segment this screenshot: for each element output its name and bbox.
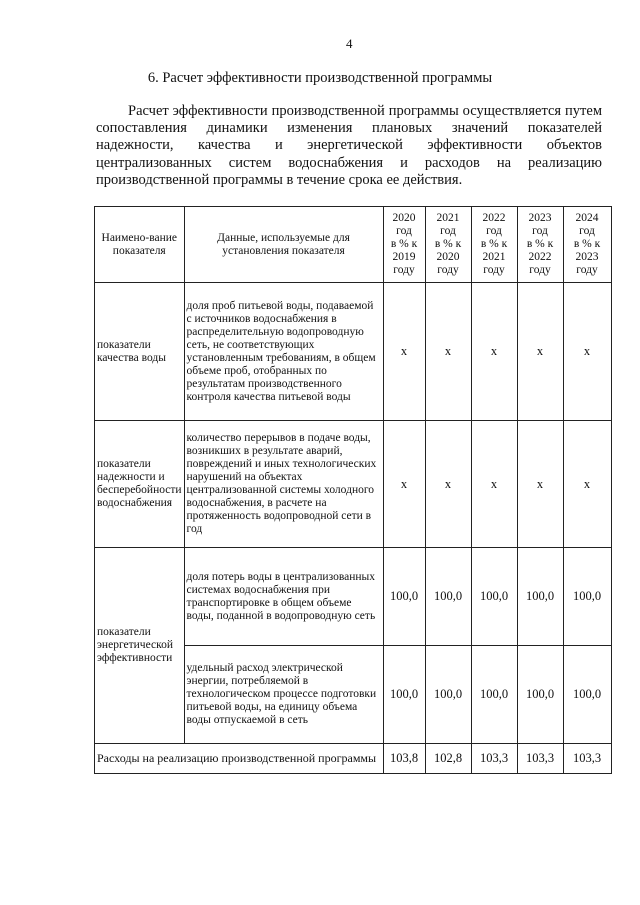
data-reliability: количество перерывов в подаче воды, возникших в результате аварий, повреждений и иных технологических нарушений на объектах централизованной системы холодного водоснабжения, в расчете на протяженность водопроводной сети в год bbox=[184, 421, 383, 548]
year-label: 2021 bbox=[436, 212, 460, 224]
year-word-2: году bbox=[529, 264, 551, 276]
value-cell: x bbox=[471, 283, 517, 421]
value-cell: x bbox=[563, 421, 611, 548]
data-energy-electricity: удельный расход электрической энергии, потребляемой в технологическом процессе подготовки питьевой воды, на единицу объема воды отпускаемой в сеть bbox=[184, 646, 383, 744]
year-label: 2022 bbox=[482, 212, 506, 224]
value-cell: 100,0 bbox=[471, 646, 517, 744]
value-cell: 103,8 bbox=[383, 744, 425, 774]
efficiency-table bbox=[94, 206, 612, 774]
table-row-quality bbox=[95, 283, 612, 421]
base-year: 2021 bbox=[482, 251, 506, 263]
value-cell: x bbox=[471, 421, 517, 548]
value-cell: 100,0 bbox=[563, 548, 611, 646]
header-year-2021 bbox=[425, 207, 471, 283]
year-word-2: году bbox=[576, 264, 598, 276]
expenses-label: Расходы на реализацию производственной программы bbox=[95, 744, 384, 774]
header-year-2023 bbox=[517, 207, 563, 283]
table-row-energy-losses bbox=[95, 548, 612, 646]
year-label: 2020 bbox=[392, 212, 416, 224]
table-row-expenses bbox=[95, 744, 612, 774]
year-word: год bbox=[440, 225, 456, 237]
value-cell: 102,8 bbox=[425, 744, 471, 774]
indicator-reliability: показатели надежности и бесперебойности водоснабжения bbox=[95, 421, 185, 548]
indicator-quality: показатели качества воды bbox=[95, 283, 185, 421]
intro-paragraph: Расчет эффективности производственной программы осуществляется путем сопоставления динамики изменения плановых значений показателей надежности, качества и энергетической эффективности объектов централизованных систем водоснабжения и расходов на реализацию производственной программы в течение срока ее действия. bbox=[96, 103, 602, 188]
value-cell: 100,0 bbox=[425, 646, 471, 744]
year-label: 2024 bbox=[575, 212, 599, 224]
value-cell: x bbox=[383, 421, 425, 548]
percent-of: в % к bbox=[573, 238, 601, 250]
value-cell: 100,0 bbox=[383, 646, 425, 744]
year-label: 2023 bbox=[528, 212, 552, 224]
section-number: 6. bbox=[147, 70, 159, 86]
base-year: 2019 bbox=[392, 251, 416, 263]
year-word: год bbox=[579, 225, 595, 237]
year-word-2: году bbox=[437, 264, 459, 276]
percent-of: в % к bbox=[480, 238, 508, 250]
value-cell: 103,3 bbox=[471, 744, 517, 774]
header-indicator: Наимено-вание показателя bbox=[95, 207, 185, 283]
data-energy-losses: доля потерь воды в централизованных системах водоснабжения при транспортировке в общем объеме воды, поданной в водопроводную сеть bbox=[184, 548, 383, 646]
year-word: год bbox=[486, 225, 502, 237]
base-year: 2022 bbox=[528, 251, 552, 263]
base-year: 2023 bbox=[575, 251, 599, 263]
header-year-2022 bbox=[471, 207, 517, 283]
year-word: год bbox=[396, 225, 412, 237]
value-cell: x bbox=[383, 283, 425, 421]
value-cell: x bbox=[517, 421, 563, 548]
value-cell: x bbox=[517, 283, 563, 421]
percent-of: в % к bbox=[526, 238, 554, 250]
value-cell: 100,0 bbox=[517, 548, 563, 646]
value-cell: 100,0 bbox=[425, 548, 471, 646]
value-cell: 100,0 bbox=[563, 646, 611, 744]
header-year-2024 bbox=[563, 207, 611, 283]
page-number: 4 bbox=[346, 36, 353, 51]
value-cell: 103,3 bbox=[563, 744, 611, 774]
value-cell: x bbox=[425, 283, 471, 421]
table-row-reliability bbox=[95, 421, 612, 548]
data-quality: доля проб питьевой воды, подаваемой с источников водоснабжения в распределительную водопроводную сеть, не соответствующих установленным требованиям, в общем объеме проб, отобранных по результатам производственного контроля качества питьевой воды bbox=[184, 283, 383, 421]
section-heading bbox=[0, 70, 640, 87]
value-cell: x bbox=[425, 421, 471, 548]
year-word-2: году bbox=[483, 264, 505, 276]
table-header-row bbox=[95, 207, 612, 283]
value-cell: 100,0 bbox=[383, 548, 425, 646]
year-word: год bbox=[532, 225, 548, 237]
header-year-2020 bbox=[383, 207, 425, 283]
indicator-energy: показатели энергетической эффективности bbox=[95, 548, 185, 744]
base-year: 2020 bbox=[436, 251, 460, 263]
percent-of: в % к bbox=[390, 238, 418, 250]
value-cell: 100,0 bbox=[517, 646, 563, 744]
section-title: Расчет эффективности производственной программы bbox=[162, 70, 493, 86]
header-data: Данные, используемые для установления показателя bbox=[184, 207, 383, 283]
year-word-2: году bbox=[393, 264, 415, 276]
percent-of: в % к bbox=[434, 238, 462, 250]
value-cell: 103,3 bbox=[517, 744, 563, 774]
value-cell: 100,0 bbox=[471, 548, 517, 646]
value-cell: x bbox=[563, 283, 611, 421]
